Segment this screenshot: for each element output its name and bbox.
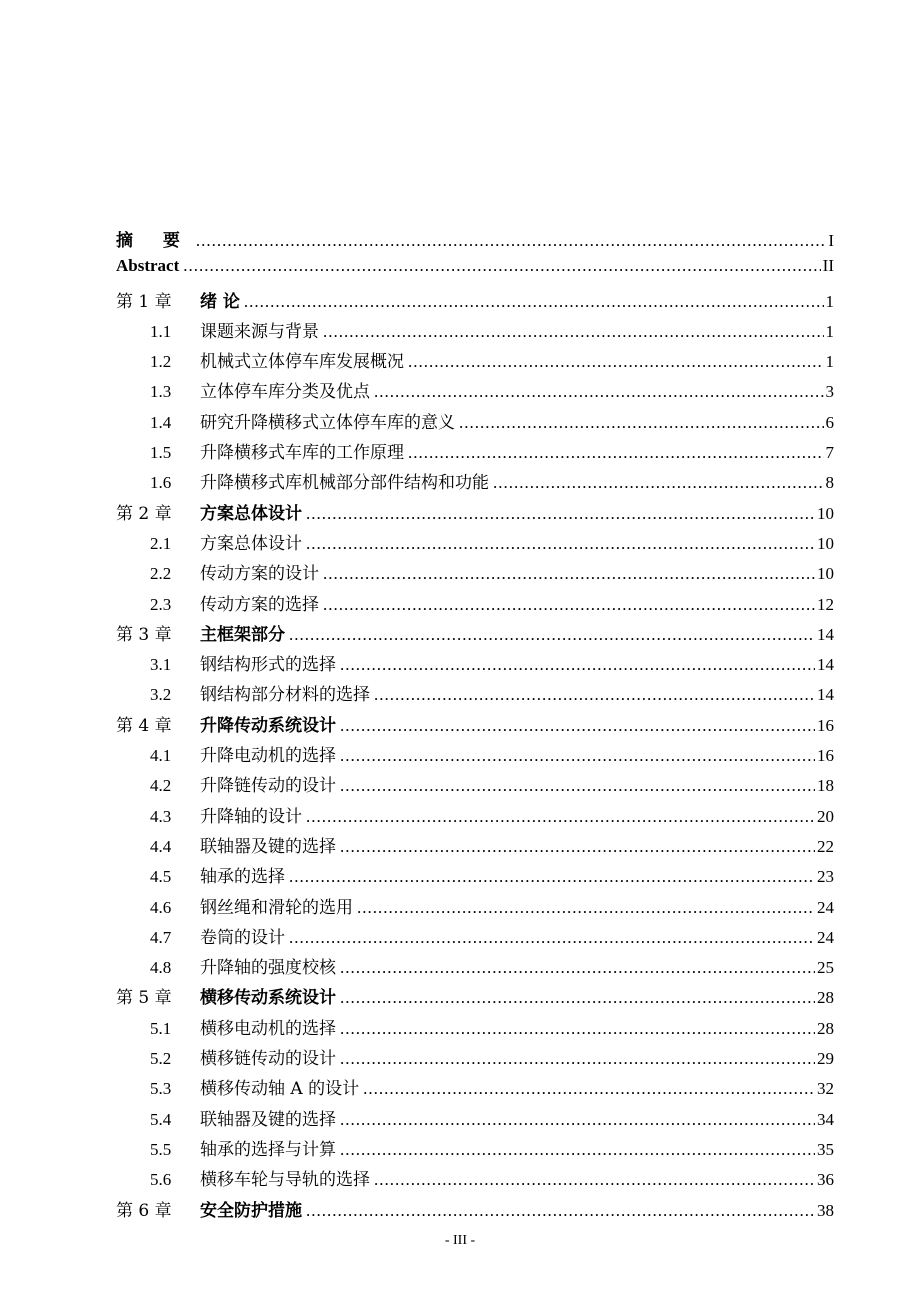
leader-dots <box>323 564 815 584</box>
toc-chapter-row <box>116 1196 834 1226</box>
toc-entry-page: II <box>822 256 834 276</box>
section-page: 1 <box>825 321 834 341</box>
chapter-page: 14 <box>817 624 834 644</box>
section-page: 20 <box>817 806 834 826</box>
chapter-number: 第 3 章 <box>116 624 172 645</box>
leader-dots <box>323 322 824 342</box>
section-number: 4.1 <box>150 746 172 766</box>
toc-entry-page: I <box>828 231 834 250</box>
chapter-page: 16 <box>817 715 834 735</box>
toc-section-row <box>116 741 834 771</box>
section-number: 2.3 <box>150 594 172 614</box>
section-title: 升降横移式车库的工作原理 <box>200 443 404 464</box>
toc-section-row <box>116 377 834 407</box>
section-number: 3.1 <box>150 655 172 675</box>
section-number: 4.2 <box>150 776 172 796</box>
section-number: 1.1 <box>150 321 172 341</box>
section-page: 18 <box>817 776 834 796</box>
leader-dots <box>357 898 815 918</box>
toc-chapter-row <box>116 983 834 1013</box>
section-title: 联轴器及键的选择 <box>200 1109 336 1130</box>
section-number: 4.6 <box>150 897 172 917</box>
section-number: 5.2 <box>150 1049 172 1069</box>
section-number: 5.5 <box>150 1139 172 1159</box>
toc-entry-abstract-zh <box>116 226 834 256</box>
section-page: 25 <box>817 958 834 978</box>
section-number: 4.8 <box>150 958 172 978</box>
leader-dots <box>408 443 824 463</box>
leader-dots <box>183 256 820 276</box>
leader-dots <box>340 1140 815 1160</box>
toc-section-row <box>116 590 834 620</box>
section-number: 1.2 <box>150 352 172 372</box>
leader-dots <box>340 988 815 1008</box>
leader-dots <box>493 473 824 493</box>
section-title: 横移链传动的设计 <box>200 1049 336 1070</box>
section-title: 横移传动轴 A 的设计 <box>200 1079 360 1100</box>
leader-dots <box>340 1110 815 1130</box>
section-number: 4.7 <box>150 927 172 947</box>
leader-dots <box>340 958 815 978</box>
toc-section-row <box>116 559 834 589</box>
section-number: 5.6 <box>150 1170 172 1190</box>
chapter-title: 主框架部分 <box>200 624 285 645</box>
section-number: 5.4 <box>150 1109 172 1129</box>
section-title: 升降横移式库机械部分部件结构和功能 <box>200 473 489 494</box>
section-page: 14 <box>817 655 834 675</box>
toc-chapter-row <box>116 711 834 741</box>
section-title: 联轴器及键的选择 <box>200 836 336 857</box>
section-page: 10 <box>817 533 834 553</box>
section-number: 3.2 <box>150 685 172 705</box>
section-number: 1.4 <box>150 412 172 432</box>
leader-dots <box>363 1079 815 1099</box>
leader-dots <box>408 352 824 372</box>
leader-dots <box>340 1049 815 1069</box>
section-number: 1.5 <box>150 443 172 463</box>
chapter-page: 1 <box>825 291 834 311</box>
toc-section-row <box>116 1074 834 1104</box>
section-number: 5.3 <box>150 1079 172 1099</box>
toc-section-row <box>116 771 834 801</box>
chapter-page: 38 <box>817 1200 834 1220</box>
section-page: 34 <box>817 1109 834 1129</box>
section-page: 1 <box>825 352 834 372</box>
leader-dots <box>340 776 815 796</box>
section-number: 4.5 <box>150 867 172 887</box>
section-title: 升降链传动的设计 <box>200 776 336 797</box>
section-page: 28 <box>817 1018 834 1038</box>
section-page: 8 <box>825 473 834 493</box>
section-title: 横移车轮与导轨的选择 <box>200 1170 370 1191</box>
chapter-page: 10 <box>817 503 834 523</box>
section-title: 卷筒的设计 <box>200 927 285 948</box>
section-title: 钢丝绳和滑轮的选用 <box>200 897 353 918</box>
section-title: 横移电动机的选择 <box>200 1018 336 1039</box>
toc-section-row <box>116 408 834 438</box>
leader-dots <box>306 534 815 554</box>
toc-section-row <box>116 317 834 347</box>
toc-chapter-row <box>116 287 834 317</box>
toc-section-row <box>116 862 834 892</box>
section-number: 2.2 <box>150 564 172 584</box>
section-number: 1.3 <box>150 382 172 402</box>
section-page: 16 <box>817 746 834 766</box>
toc-section-row <box>116 1165 834 1195</box>
toc-section-row <box>116 1105 834 1135</box>
page-number-footer: - III - <box>444 1233 476 1248</box>
leader-dots <box>340 837 815 857</box>
section-title: 升降轴的强度校核 <box>200 958 336 979</box>
section-page: 29 <box>817 1049 834 1069</box>
toc-chapter-row <box>116 499 834 529</box>
section-title: 研究升降横移式立体停车库的意义 <box>200 412 455 433</box>
leader-dots <box>374 382 824 402</box>
toc-section-row <box>116 1014 834 1044</box>
section-page: 10 <box>817 564 834 584</box>
section-page: 36 <box>817 1170 834 1190</box>
section-title: 钢结构部分材料的选择 <box>200 685 370 706</box>
chapter-number: 第 1 章 <box>116 291 172 312</box>
toc-entry-abstract-en <box>116 256 834 286</box>
toc-section-row <box>116 923 834 953</box>
toc-section-row <box>116 347 834 377</box>
section-title: 方案总体设计 <box>200 533 302 554</box>
toc-section-row <box>116 680 834 710</box>
leader-dots <box>340 746 815 766</box>
toc-chapter-row <box>116 620 834 650</box>
leader-dots <box>306 807 815 827</box>
section-title: 机械式立体停车库发展概况 <box>200 352 404 373</box>
section-page: 22 <box>817 836 834 856</box>
toc-section-row <box>116 468 834 498</box>
leader-dots <box>374 685 815 705</box>
section-page: 24 <box>817 927 834 947</box>
chapter-title: 绪 论 <box>200 291 240 312</box>
leader-dots <box>289 928 815 948</box>
section-page: 7 <box>825 443 834 463</box>
section-page: 3 <box>825 382 834 402</box>
toc-section-row <box>116 438 834 468</box>
leader-dots <box>289 625 815 645</box>
section-title: 升降轴的设计 <box>200 806 302 827</box>
section-title: 课题来源与背景 <box>200 321 319 342</box>
leader-dots <box>306 504 815 524</box>
section-number: 1.6 <box>150 473 172 493</box>
toc-entry-title: 摘 要 <box>116 231 192 251</box>
section-number: 4.4 <box>150 836 172 856</box>
toc-section-row <box>116 953 834 983</box>
section-title: 钢结构形式的选择 <box>200 655 336 676</box>
chapter-number: 第 6 章 <box>116 1200 172 1221</box>
section-page: 14 <box>817 685 834 705</box>
section-page: 6 <box>825 412 834 432</box>
toc-section-row <box>116 529 834 559</box>
leader-dots <box>289 867 815 887</box>
toc-entry-title: Abstract <box>116 256 180 276</box>
section-page: 24 <box>817 897 834 917</box>
leader-dots <box>340 716 815 736</box>
table-of-contents <box>116 226 834 1226</box>
section-title: 传动方案的选择 <box>200 594 319 615</box>
section-title: 升降电动机的选择 <box>200 746 336 767</box>
section-number: 5.1 <box>150 1018 172 1038</box>
leader-dots <box>374 1170 815 1190</box>
leader-dots <box>196 231 826 251</box>
section-title: 轴承的选择 <box>200 867 285 888</box>
section-page: 35 <box>817 1139 834 1159</box>
toc-chapter-list <box>116 287 834 1226</box>
leader-dots <box>340 1019 815 1039</box>
section-page: 32 <box>817 1079 834 1099</box>
chapter-title: 安全防护措施 <box>200 1200 302 1221</box>
section-title: 轴承的选择与计算 <box>200 1139 336 1160</box>
section-title: 传动方案的设计 <box>200 564 319 585</box>
toc-section-row <box>116 650 834 680</box>
toc-section-row <box>116 1135 834 1165</box>
section-number: 4.3 <box>150 806 172 826</box>
toc-section-row <box>116 832 834 862</box>
chapter-title: 横移传动系统设计 <box>200 988 336 1009</box>
chapter-title: 升降传动系统设计 <box>200 715 336 736</box>
chapter-number: 第 5 章 <box>116 988 172 1009</box>
toc-section-row <box>116 802 834 832</box>
leader-dots <box>340 655 815 675</box>
leader-dots <box>459 413 824 433</box>
chapter-title: 方案总体设计 <box>200 503 302 524</box>
chapter-page: 28 <box>817 988 834 1008</box>
leader-dots <box>323 595 815 615</box>
section-page: 12 <box>817 594 834 614</box>
leader-dots <box>244 292 824 312</box>
leader-dots <box>306 1201 815 1221</box>
section-title: 立体停车库分类及优点 <box>200 382 370 403</box>
chapter-number: 第 4 章 <box>116 715 172 736</box>
toc-section-row <box>116 893 834 923</box>
chapter-number: 第 2 章 <box>116 503 172 524</box>
section-page: 23 <box>817 867 834 887</box>
section-number: 2.1 <box>150 533 172 553</box>
toc-section-row <box>116 1044 834 1074</box>
